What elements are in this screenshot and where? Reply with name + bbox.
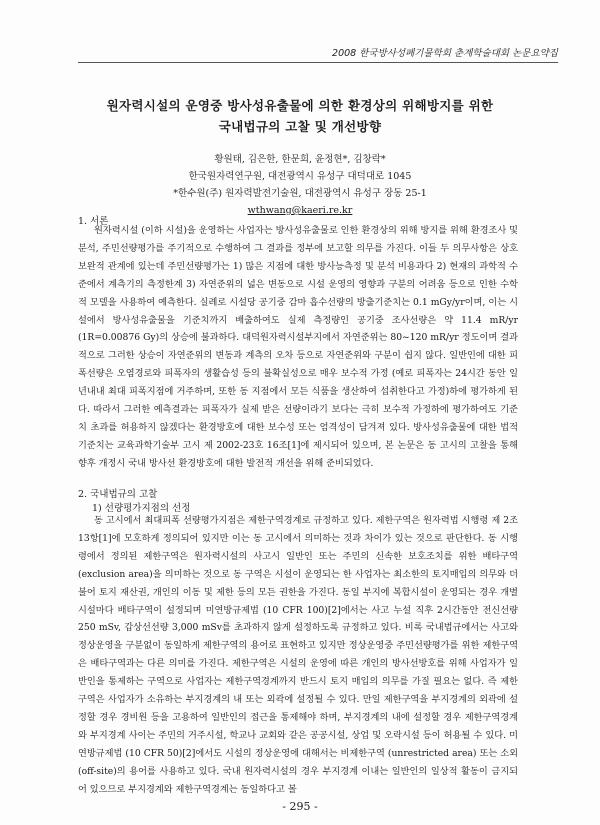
intro-paragraph: 원자력시설 (이하 시설)을 운영하는 사업자는 방사성유출물로 인한 환경상의 위해 방지를 위해 환경조사 및 분석, 주민선량평가를 주기적으로 수행하여 그 결과를 정부에 보고할 의무를 가진다. 이들 두 의무사항은 상호 보완적 관계에 있는데 주민선량평가는 1) 많은 지점에 대한 방사능측정 및 분석 비용과다 2) 현재의 과학적 수준에서 계측기의 측정한계 3) 자연준위의 넓은 변동으로 시설 운영의 영향과 구분의 어려움 등으로 인한 수학적 모델을 사용하여 예측한다. 실례로 시설당 공기중 감마 흡수선량의 방출기준치는 0.1 mGy/yr이며, 이는 시설에서 방사성유출물을 기준치까지 배출하여도 실제 측정량인 공기중 조사선량은 약 11.4 mR/yr (1R=0.00876 Gy)의 상승에 불과하다. 대덕원자력시설부지에서 자연준위는 80~120 mR/yr 정도이며 결과적으로 그러한 상승이 자연준위의 변동과 계측의 오차 등으로 자연준위와 구분이 쉽지 않다. 일반인에 대한 피폭선량은 오염경로와 피폭자의 생활습성 등의 불확실성으로 매우 보수적 가정 (예로 피폭자는 24시간 동안 일년내내 최대 피폭지점에 거주하며, 또한 동 지점에서 모든 식품을 생산하여 섭취한다고 가정)하에 평가하게 된다. 따라서 그러한 예측결과는 피폭자가 실제 받은 선량이라기 보다는 극히 보수적 가정하에 평가하여도 기준치 초과를 허용하지 않겠다는 환경방호에 대한 보수성 또는 엄격성이 담겨져 있다. 방사성유출물에 대한 법적 기준치는 교육과학기술부 고시 제 2002-23호 16조[1]에 제시되어 있으며, 본 논문은 동 고시의 고찰을 통해 향후 개정시 국내 방사선 환경방호에 대한 발전적 개선을 위해 준비되었다. (78, 225, 518, 469)
affiliation-2: *한수원(주) 원자력발전기술원, 대전광역시 유성구 장동 25-1 (173, 188, 427, 199)
affiliation-1: 한국원자력연구원, 대전광역시 유성구 대덕대로 1045 (188, 171, 412, 182)
paper-title (60, 95, 540, 137)
title-line-1: 원자력시설의 운영중 방사성유출물에 의한 환경상의 위해방지를 위한 (106, 98, 494, 113)
intro-heading: 1. 서론 (78, 216, 109, 227)
page-number: - 295 - (282, 800, 318, 813)
author-block (60, 151, 540, 219)
subsection-heading: 1) 선량평가지점의 선정 (92, 503, 191, 514)
law-section-heading: 2. 국내법규의 고찰 (78, 489, 158, 500)
header-divider (78, 62, 558, 63)
author-names: 황원태, 김은한, 한문희, 윤정현*, 김창락* (214, 154, 386, 165)
law-paragraph: 동 고시에서 최대피폭 선량평가지점은 제한구역경계로 규정하고 있다. 제한구역은 원자력법 시행령 제 2조 13항[1]에 모호하게 정의되어 있지만 이는 동 고시에서 의미하는 것과 차이가 있는 것으로 판단한다. 동 시행령에서 정의된 제한구역은 원자력시설의 사고시 일반인 또는 주민의 신속한 보호조치를 위한 배타구역 (exclusion area)을 의미하는 것으로 동 구역은 시설이 운영되는 한 사업자는 최소한의 토지매입의 의무와 더불어 토지 재산권, 개인의 이동 및 제한 등의 모든 권한을 가진다. 동일 부지에 복합시설이 운영되는 경우 개별 시설마다 배타구역이 설정되며 미연방규제법 (10 CFR 100)[2]에서는 사고 누설 직후 2시간동안 전신선량 250 mSv, 갑상선선량 3,000 mSv를 초과하지 않게 설정하도록 규정하고 있다. 비록 국내법규에서는 사고와 정상운영을 구분없이 동일하게 제한구역의 용어로 표현하고 있지만 정상운영중 주민선량평가를 위한 제한구역은 배타구역과는 다른 의미를 가진다. 제한구역은 시설의 운영에 따른 개인의 방사선방호를 위해 사업자가 일반인을 통제하는 구역으로 사업자는 제한구역경계까지 반드시 토지 매입의 의무를 가질 필요는 없다. 즉 제한구역은 사업자가 소유하는 부지경계의 내 또는 외곽에 설정될 수 있다. 만일 제한구역을 부지경계의 외곽에 설정할 경우 경비원 등을 고용하여 일반인의 접근을 통제해야 하며, 부지경계의 내에 설정할 경우 제한구역경계와 부지경계 사이는 주민의 거주시설, 학교나 교회와 같은 공공시설, 상업 및 오락시설 등이 허용될 수 있다. 미연방규제법 (10 CFR 50)[2]에서도 시설의 정상운영에 대해서는 비제한구역 (unrestricted area) 또는 소외 (off-site)의 용어를 사용하고 있다. 국내 원자력시설의 경우 부지경계 이내는 일반인의 일상적 활동이 금지되어 있으므로 부지경계와 제한구역경계는 동일하다고 볼 (78, 515, 518, 795)
author-email[interactable]: wthwang@kaeri.re.kr (247, 205, 353, 216)
conference-header: 2008 한국방사성폐기물학회 춘계학술대회 논문요약집 (332, 48, 558, 59)
title-line-2: 국내법규의 고찰 및 개선방향 (218, 119, 382, 134)
